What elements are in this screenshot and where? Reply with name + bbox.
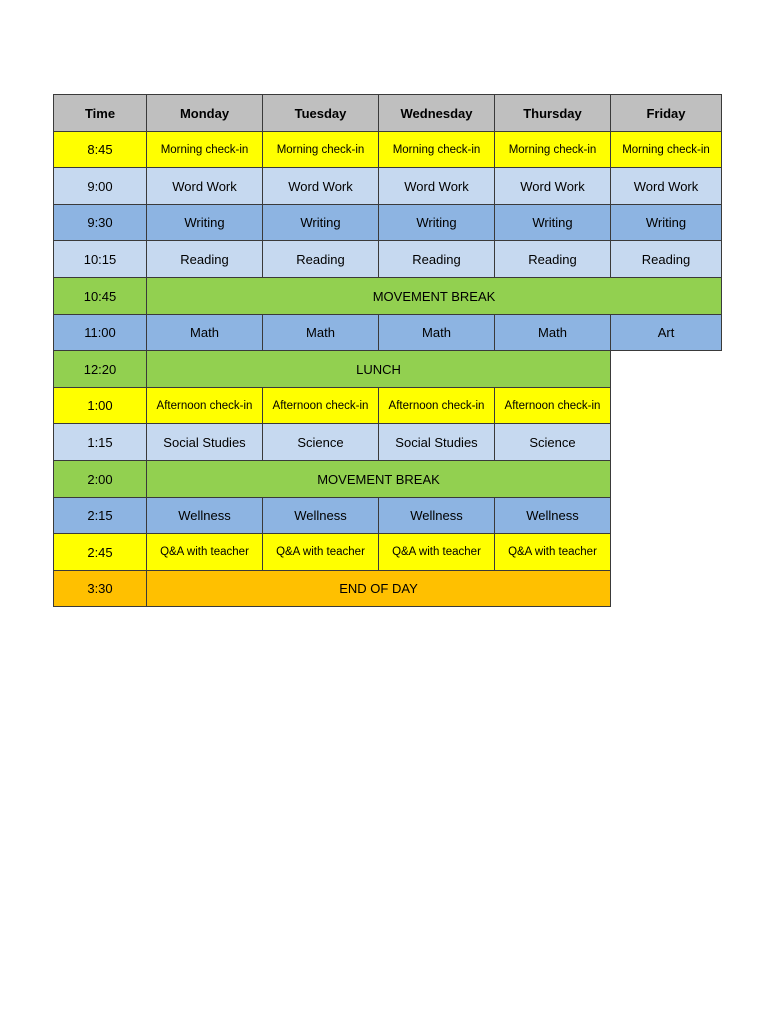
time-cell: 2:00	[53, 460, 147, 498]
class-tuesday: Q&A with teacher	[262, 533, 379, 571]
time-cell: 11:00	[53, 314, 147, 351]
class-tuesday: Math	[262, 314, 379, 351]
time-cell: 10:45	[53, 277, 147, 315]
class-friday: Reading	[610, 240, 722, 278]
class-friday: Art	[610, 314, 722, 351]
time-cell: 2:15	[53, 497, 147, 534]
class-monday: Wellness	[146, 497, 263, 534]
class-wednesday: Reading	[378, 240, 495, 278]
class-monday: Writing	[146, 204, 263, 241]
class-tuesday: Afternoon check-in	[262, 387, 379, 424]
class-tuesday: Writing	[262, 204, 379, 241]
class-monday: Social Studies	[146, 423, 263, 461]
schedule-table	[53, 94, 721, 606]
block-movement-break: MOVEMENT BREAK	[146, 460, 611, 498]
time-cell: 8:45	[53, 131, 147, 168]
class-wednesday: Wellness	[378, 497, 495, 534]
class-monday: Afternoon check-in	[146, 387, 263, 424]
class-tuesday: Science	[262, 423, 379, 461]
class-friday: Writing	[610, 204, 722, 241]
class-thursday: Morning check-in	[494, 131, 611, 168]
header-friday: Friday	[610, 94, 722, 132]
class-wednesday: Social Studies	[378, 423, 495, 461]
class-monday: Reading	[146, 240, 263, 278]
header-thursday: Thursday	[494, 94, 611, 132]
class-wednesday: Word Work	[378, 167, 495, 205]
class-monday: Morning check-in	[146, 131, 263, 168]
class-tuesday: Reading	[262, 240, 379, 278]
header-time: Time	[53, 94, 147, 132]
time-cell: 9:00	[53, 167, 147, 205]
time-cell: 3:30	[53, 570, 147, 607]
class-tuesday: Word Work	[262, 167, 379, 205]
header-tuesday: Tuesday	[262, 94, 379, 132]
class-friday: Morning check-in	[610, 131, 722, 168]
block-movement-break: MOVEMENT BREAK	[146, 277, 722, 315]
time-cell: 12:20	[53, 350, 147, 388]
class-tuesday: Morning check-in	[262, 131, 379, 168]
class-monday: Word Work	[146, 167, 263, 205]
time-cell: 10:15	[53, 240, 147, 278]
block-end-of-day: END OF DAY	[146, 570, 611, 607]
class-tuesday: Wellness	[262, 497, 379, 534]
class-wednesday: Q&A with teacher	[378, 533, 495, 571]
class-wednesday: Math	[378, 314, 495, 351]
class-wednesday: Morning check-in	[378, 131, 495, 168]
header-monday: Monday	[146, 94, 263, 132]
class-monday: Math	[146, 314, 263, 351]
class-thursday: Writing	[494, 204, 611, 241]
class-friday: Word Work	[610, 167, 722, 205]
class-wednesday: Writing	[378, 204, 495, 241]
class-thursday: Math	[494, 314, 611, 351]
time-cell: 2:45	[53, 533, 147, 571]
time-cell: 9:30	[53, 204, 147, 241]
class-thursday: Wellness	[494, 497, 611, 534]
class-wednesday: Afternoon check-in	[378, 387, 495, 424]
class-monday: Q&A with teacher	[146, 533, 263, 571]
class-thursday: Afternoon check-in	[494, 387, 611, 424]
time-cell: 1:00	[53, 387, 147, 424]
class-thursday: Science	[494, 423, 611, 461]
block-lunch: LUNCH	[146, 350, 611, 388]
class-thursday: Reading	[494, 240, 611, 278]
header-wednesday: Wednesday	[378, 94, 495, 132]
time-cell: 1:15	[53, 423, 147, 461]
class-thursday: Q&A with teacher	[494, 533, 611, 571]
class-thursday: Word Work	[494, 167, 611, 205]
